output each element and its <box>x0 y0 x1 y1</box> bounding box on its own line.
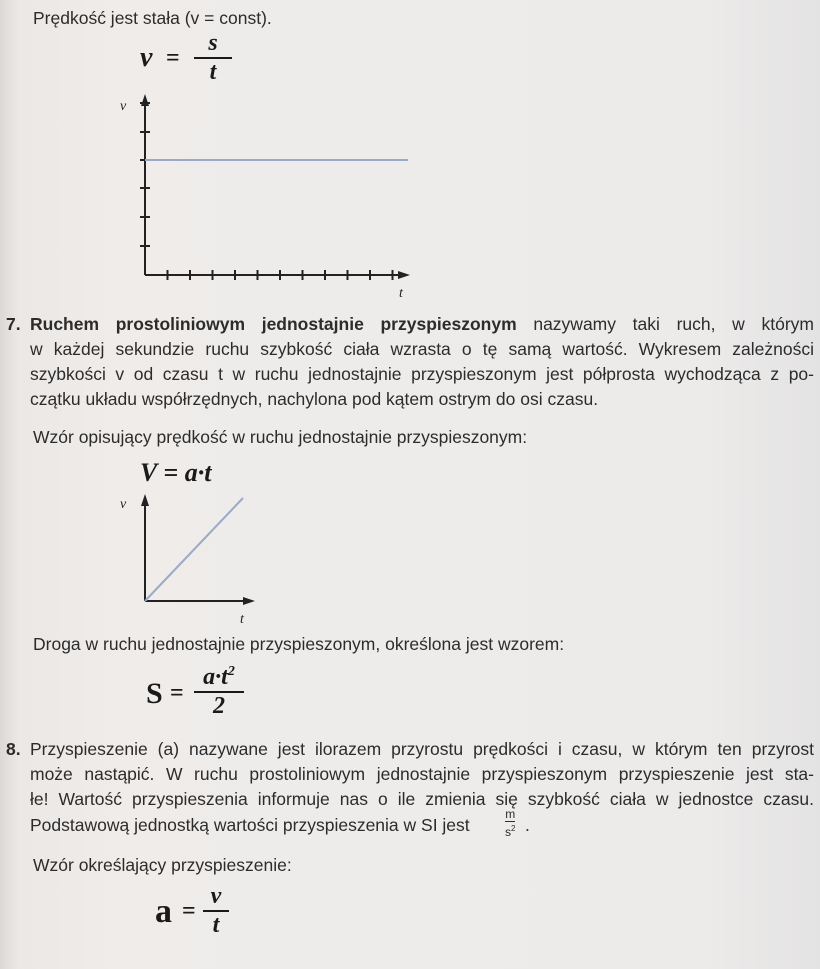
section7-number: 7. <box>6 314 21 334</box>
formula-distance-fraction <box>194 664 244 720</box>
unit-numerator: m <box>505 807 516 821</box>
chart-linear-velocity <box>110 490 260 630</box>
chart2-velocity-line <box>145 498 243 601</box>
distance-denominator: 2 <box>213 693 225 719</box>
section8-line2: może nastąpić. W ruchu prostoliniowym jednostajnie przyspieszonym przyspieszenie jest sta- <box>30 764 814 784</box>
distance-numerator <box>203 664 235 691</box>
acceleration-numerator: v <box>210 883 222 909</box>
chart2-y-label: v <box>120 497 127 512</box>
formula-acceleration-lhs: a <box>155 893 172 930</box>
section8-line4-end: . <box>525 815 530 835</box>
section8-line3: łe! Wartość przyspieszenia informuje nas o ile zmienia się szybkość ciała w jednostce czasu. <box>30 789 814 809</box>
acceleration-denominator: t <box>212 912 220 938</box>
formula-acceleration-fraction <box>203 883 229 939</box>
unit-denominator <box>505 822 515 839</box>
chart1-x-label: t <box>399 286 403 300</box>
chart1-x-arrow <box>398 271 410 279</box>
formula-acceleration-velocity: V = a·t <box>140 458 212 487</box>
intro-text: Prędkość jest stała (v = const). <box>33 8 272 28</box>
formula-velocity-eq: = <box>166 45 180 71</box>
chart1-y-arrow <box>141 94 149 106</box>
section7-line4: czątku układu współrzędnych, nachylona pod kątem ostrym do osi czasu. <box>30 389 599 409</box>
unit-exponent: 2 <box>511 824 516 833</box>
section8-number: 8. <box>6 739 21 759</box>
fraction-numerator: s <box>208 30 218 56</box>
chart1-y-label: v <box>120 99 127 114</box>
section7-line2: w każdej sekundzie ruchu szybkość ciała wzrasta o tę samą wartość. Wykresem zależności <box>30 339 814 359</box>
section7-formula-intro: Wzór opisujący prędkość w ruchu jednostajnie przyspieszonym: <box>33 427 528 447</box>
section8-formula-intro: Wzór określający przyspieszenie: <box>33 855 292 875</box>
formula-distance-lhs: S <box>146 677 163 710</box>
chart-constant-velocity <box>110 90 420 300</box>
section7-bold-lead: Ruchem prostoliniowym jednostajnie przyspieszonym <box>30 314 517 334</box>
unit-fraction <box>505 808 515 839</box>
formula-velocity-fraction <box>194 30 232 86</box>
chart2-y-arrow <box>141 494 149 506</box>
section7-line3: szybkości v od czasu t w ruchu jednostajnie przyspieszonym jest półprosta wychodząca z po- <box>30 364 814 384</box>
section8-line4: Podstawową jednostką wartości przyspieszenia w SI jest <box>30 815 470 835</box>
section7-line1 <box>30 312 814 337</box>
fraction-denominator: t <box>209 59 217 85</box>
chart2-x-arrow <box>243 597 255 605</box>
distance-numerator-text: a·t <box>203 664 228 690</box>
section7-line1-rest: nazywamy taki ruch, w którym <box>533 314 814 334</box>
formula-distance-eq: = <box>170 680 184 706</box>
unit-denominator-text: s <box>505 825 511 839</box>
chart2-x-label: t <box>240 612 244 627</box>
distance-exponent: 2 <box>227 664 235 679</box>
distance-intro: Droga w ruchu jednostajnie przyspieszonym, określona jest wzorem: <box>33 634 565 654</box>
formula-acceleration-eq: = <box>182 898 196 924</box>
formula-velocity-lhs: v <box>140 42 153 73</box>
section8-line1: Przyspieszenie (a) nazywane jest ilorazem przyrostu prędkości i czasu, w którym ten przyrost <box>30 739 814 759</box>
